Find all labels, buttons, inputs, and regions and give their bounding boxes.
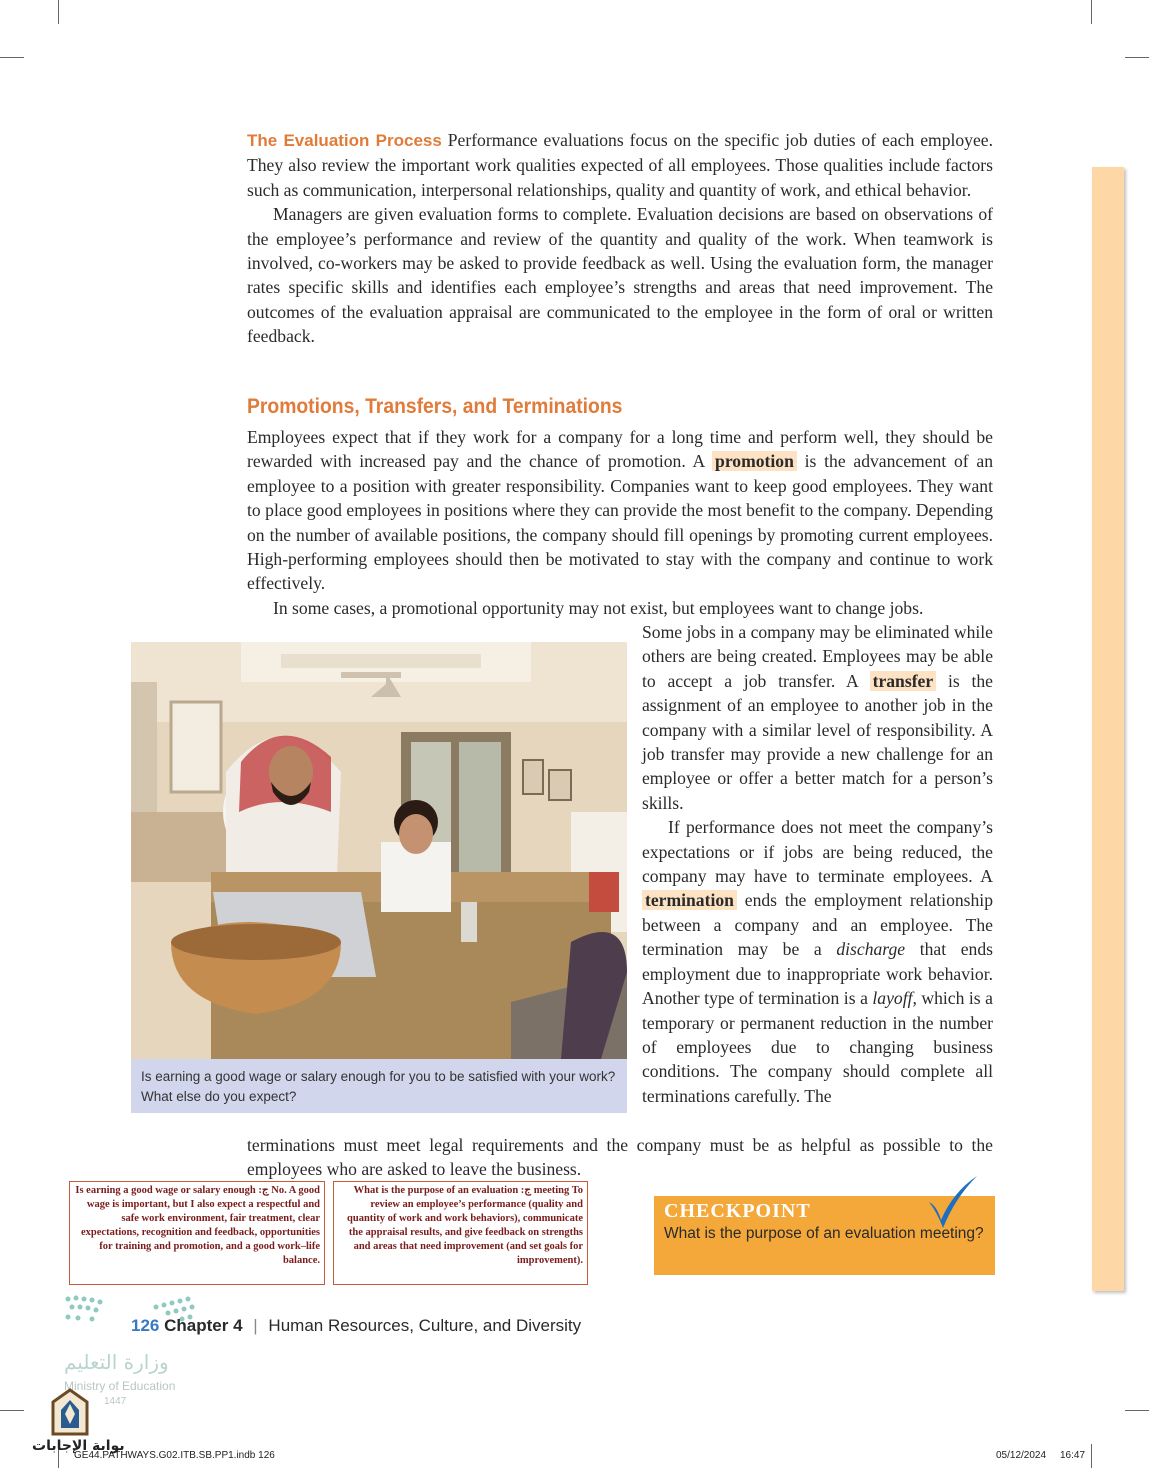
checkpoint-title: CHECKPOINT [664,1200,811,1222]
ministry-english-name: Ministry of Education [64,1379,176,1393]
termination-paragraph-end: terminations must meet legal requirements and the company must be as helpful as possible to the employees who are asked to leave the business. [247,1135,993,1180]
transfer-paragraph: Some jobs in a company may be eliminated while others are being created. Employees may be able to accept a job transfer. A transfer is the assignment of an employee to another job in the company with a similar level of responsibility. A job transfer may provide a new challenge for an employee or offer a better match for a person’s skills. [642,622,993,813]
page-number: 126 [131,1316,160,1335]
print-slug-file: GE44.PATHWAYS.G02.ITB.SB.PP1.indb 126 [74,1450,275,1461]
page-footer [131,1316,581,1336]
transfer-paragraph-start: In some cases, a promotional opportunity may not exist, but employees want to change jobs. [273,597,924,618]
answer-box-wage: Is earning a good wage or salary enough :ج No. A good wage is important, but I also expect a respectful and safe work environment, fair treatment, clear expectations, recognition and feedback, opportunities for training and promotion, and a good work–life balance. [69,1181,325,1285]
answers-portal-logo-icon [47,1388,93,1440]
crop-mark [1125,1410,1149,1411]
term-layoff: layoff, [872,988,917,1009]
evaluation-process-section [247,128,993,349]
crop-mark [1091,0,1092,24]
crop-mark [0,57,24,58]
checkmark-icon [925,1172,981,1230]
term-discharge: discharge [836,939,906,960]
ministry-arabic-name: وزارة التعليم [64,1350,169,1374]
print-slug-date: 05/12/2024 [996,1450,1047,1461]
run-in-heading: The Evaluation Process [247,131,442,150]
evaluation-paragraph-1: The Evaluation Process Performance evaluations focus on the specific job duties of each employee. They also review the important work qualities expected of all employees. Those qualities include factors such as communication, interpersonal relationships, quality and quantity of work, and ethical behavior. [247,130,993,200]
checkpoint-question: What is the purpose of an evaluation meeting? [664,1225,984,1242]
side-color-bar [1092,167,1124,1291]
term-promotion: promotion [712,451,797,471]
termination-paragraph: If performance does not meet the company’s expectations or if jobs are being reduced, the company may have to terminate employees. A termination ends the employment relationship between a company and an employee. The termination may be a discharge that ends employment due to inappropriate work behavior. Another type of termination is a layoff, which is a temporary or permanent reduction in the number of employees due to changing business conditions. The company should complete all terminations carefully. The [642,817,993,1106]
classroom-photo [131,642,627,1059]
ministry-year: 1447 [104,1396,127,1407]
answer-box-evaluation: What is the purpose of an evaluation :ج meeting To review an employee’s performance (quality and quantity of work and work behaviors), communicate the appraisal results, and give feedback on strengths and areas that need improvement (and set goals for improvement). [333,1181,588,1285]
term-transfer: transfer [870,671,937,691]
chapter-title: Human Resources, Culture, and Diversity [268,1316,582,1335]
promotion-paragraph: Employees expect that if they work for a company for a long time and perform well, they should be rewarded with increased pay and the chance of promotion. A promotion is the advancement of an employee to a position with greater responsibility. Companies want to keep good employees. They want to place good employees in positions where they can provide the most benefit to the company. Depending on the number of available positions, the company should fill openings by promoting current employees. High-performing employees should then be motivated to stay with the company and continue to work effectively. [247,427,993,594]
crop-mark [0,1410,24,1411]
footer-separator: | [253,1316,258,1335]
crop-mark [58,0,59,24]
section-heading: Promotions, Transfers, and Terminations [247,395,623,418]
wrapped-text-column [642,620,993,1108]
crop-mark [1091,1444,1092,1468]
photo-caption: Is earning a good wage or salary enough for you to be satisfied with your work? What else do you expect? [131,1059,627,1113]
photo-illustration [131,642,627,1059]
answers-portal-label: بوابة الإجابات [32,1438,125,1454]
crop-mark [1125,57,1149,58]
chapter-label: Chapter 4 [164,1316,243,1335]
promotions-section [247,425,993,620]
evaluation-paragraph-2: Managers are given evaluation forms to complete. Evaluation decisions are based on observations of the employee’s performance and review of the quantity and quality of the work. When teamwork is involved, co-workers may be asked to provide feedback as well. Using the evaluation form, the manager rates specific skills and identifies each employee’s strengths and areas that need improvement. The outcomes of the evaluation appraisal are communicated to the employee in the form of oral or written feedback. [247,204,993,347]
term-termination: termination [642,890,737,910]
print-slug-time: 16:47 [1060,1450,1086,1461]
